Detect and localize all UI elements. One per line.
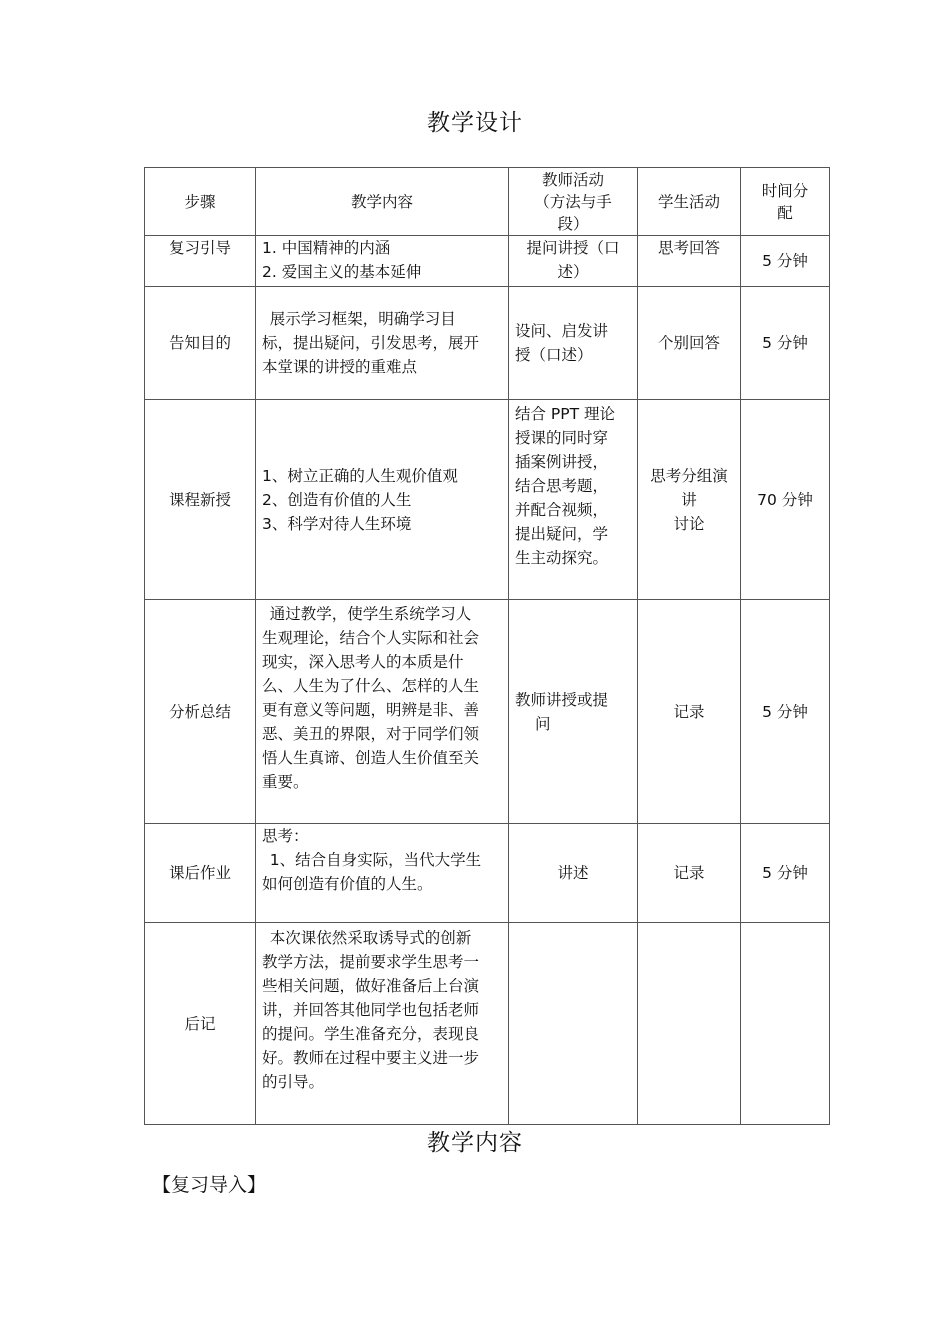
cell-content (256, 400, 509, 600)
content-line: 展示学习框架，明确学习目 (269, 310, 456, 328)
cell-content (256, 600, 509, 824)
cell-time: 5 分钟 (741, 287, 830, 400)
student-line: 讲 (681, 490, 697, 509)
header-student: 学生活动 (638, 168, 741, 236)
cell-content (256, 824, 509, 923)
teacher-line: 提出疑问，学 (515, 525, 609, 543)
cell-step: 后记 (145, 923, 256, 1125)
content-line: 思考： (262, 827, 309, 845)
table-header-row (145, 168, 830, 236)
cell-student-empty (638, 923, 741, 1125)
teacher-line: 授（口述） (515, 346, 593, 364)
teacher-line: 教师讲授或提 (515, 690, 609, 709)
header-teacher-line: 段） (557, 214, 589, 233)
cell-step: 复习引导 (145, 236, 256, 287)
content-line: 讲，并回答其他同学也包括老师 (262, 1001, 480, 1019)
table-row (145, 600, 830, 824)
student-line: 思考分组演 (650, 466, 728, 485)
cell-teacher: 讲述 (509, 824, 638, 923)
cell-time: 5 分钟 (741, 824, 830, 923)
teacher-line: 授课的同时穿 (515, 429, 609, 447)
cell-teacher (509, 287, 638, 400)
cell-content (256, 287, 509, 400)
content-line: 3、科学对待人生环境 (262, 514, 412, 533)
content-line: 2. 爱国主义的基本延伸 (262, 263, 422, 281)
cell-student: 记录 (638, 824, 741, 923)
content-line: 现实，深入思考人的本质是什 (262, 653, 464, 671)
cell-time: 70 分钟 (741, 400, 830, 600)
header-time-line: 配 (777, 203, 793, 222)
cell-step: 告知目的 (145, 287, 256, 400)
header-content: 教学内容 (256, 168, 509, 236)
content-line: 重要。 (262, 773, 309, 791)
teacher-line: 提问讲授（口 (526, 239, 620, 257)
content-line: 么、人生为了什么、怎样的人生 (262, 677, 480, 695)
cell-step: 分析总结 (145, 600, 256, 824)
lesson-design-table (144, 167, 830, 1125)
table-row (145, 287, 830, 400)
header-teacher-line: 教师活动 (541, 170, 604, 189)
cell-content (256, 236, 509, 287)
content-line: 的引导。 (262, 1073, 325, 1091)
content-line: 好。教师在过程中要主义进一步 (262, 1049, 480, 1067)
content-line: 2、创造有价值的人生 (262, 490, 412, 509)
section-title: 教学内容 (427, 1130, 523, 1156)
teacher-line: 生主动探究。 (515, 549, 609, 567)
student-line: 讨论 (673, 514, 705, 533)
cell-student (638, 400, 741, 600)
header-teacher-line: （方法与手 (534, 192, 612, 211)
content-line: 恶、美丑的界限，对于同学们领 (262, 725, 480, 743)
content-line: 1、结合自身实际，当代大学生 (269, 851, 482, 869)
content-line: 教学方法，提前要求学生思考一 (262, 953, 480, 971)
page-title: 教学设计 (427, 110, 523, 136)
cell-step: 课后作业 (145, 824, 256, 923)
subsection-heading: 【复习导入】 (152, 1174, 267, 1196)
content-line: 通过教学，使学生系统学习人 (269, 605, 472, 623)
cell-teacher (509, 400, 638, 600)
table-row (145, 400, 830, 600)
cell-student: 个别回答 (638, 287, 741, 400)
cell-teacher (509, 600, 638, 824)
content-line: 1、树立正确的人生观价值观 (262, 466, 458, 485)
teacher-line: 结合 PPT 理论 (515, 405, 616, 423)
content-line: 悟人生真谛、创造人生价值至关 (262, 749, 480, 767)
content-line: 更有意义等问题，明辨是非、善 (262, 701, 480, 719)
content-line: 标，提出疑问，引发思考，展开 (262, 334, 480, 352)
table-row (145, 923, 830, 1125)
content-line: 本堂课的讲授的重难点 (262, 358, 418, 376)
teacher-line: 并配合视频， (515, 501, 609, 519)
cell-time: 5 分钟 (741, 600, 830, 824)
teacher-line: 插案例讲授， (515, 453, 609, 471)
cell-content (256, 923, 509, 1125)
cell-step: 课程新授 (145, 400, 256, 600)
table-row (145, 824, 830, 923)
header-teacher (509, 168, 638, 236)
header-time (741, 168, 830, 236)
cell-teacher-empty (509, 923, 638, 1125)
teacher-line: 设问、启发讲 (515, 322, 609, 340)
cell-time: 5 分钟 (741, 236, 830, 287)
table-row (145, 236, 830, 287)
cell-student: 思考回答 (638, 236, 741, 287)
content-line: 的提问。学生准备充分，表现良 (262, 1025, 480, 1043)
cell-student: 记录 (638, 600, 741, 824)
cell-time-empty (741, 923, 830, 1125)
teacher-line: 述） (557, 263, 589, 281)
header-time-line: 时间分 (761, 181, 809, 200)
content-line: 生观理论，结合个人实际和社会 (262, 629, 480, 647)
content-line: 1. 中国精神的内涵 (262, 239, 391, 257)
content-line: 如何创造有价值的人生。 (262, 875, 433, 893)
cell-teacher (509, 236, 638, 287)
teacher-line: 结合思考题， (515, 477, 609, 495)
content-line: 些相关问题，做好准备后上台演 (262, 977, 480, 995)
teacher-line: 问 (535, 714, 551, 733)
header-step: 步骤 (145, 168, 256, 236)
content-line: 本次课依然采取诱导式的创新 (269, 929, 472, 947)
